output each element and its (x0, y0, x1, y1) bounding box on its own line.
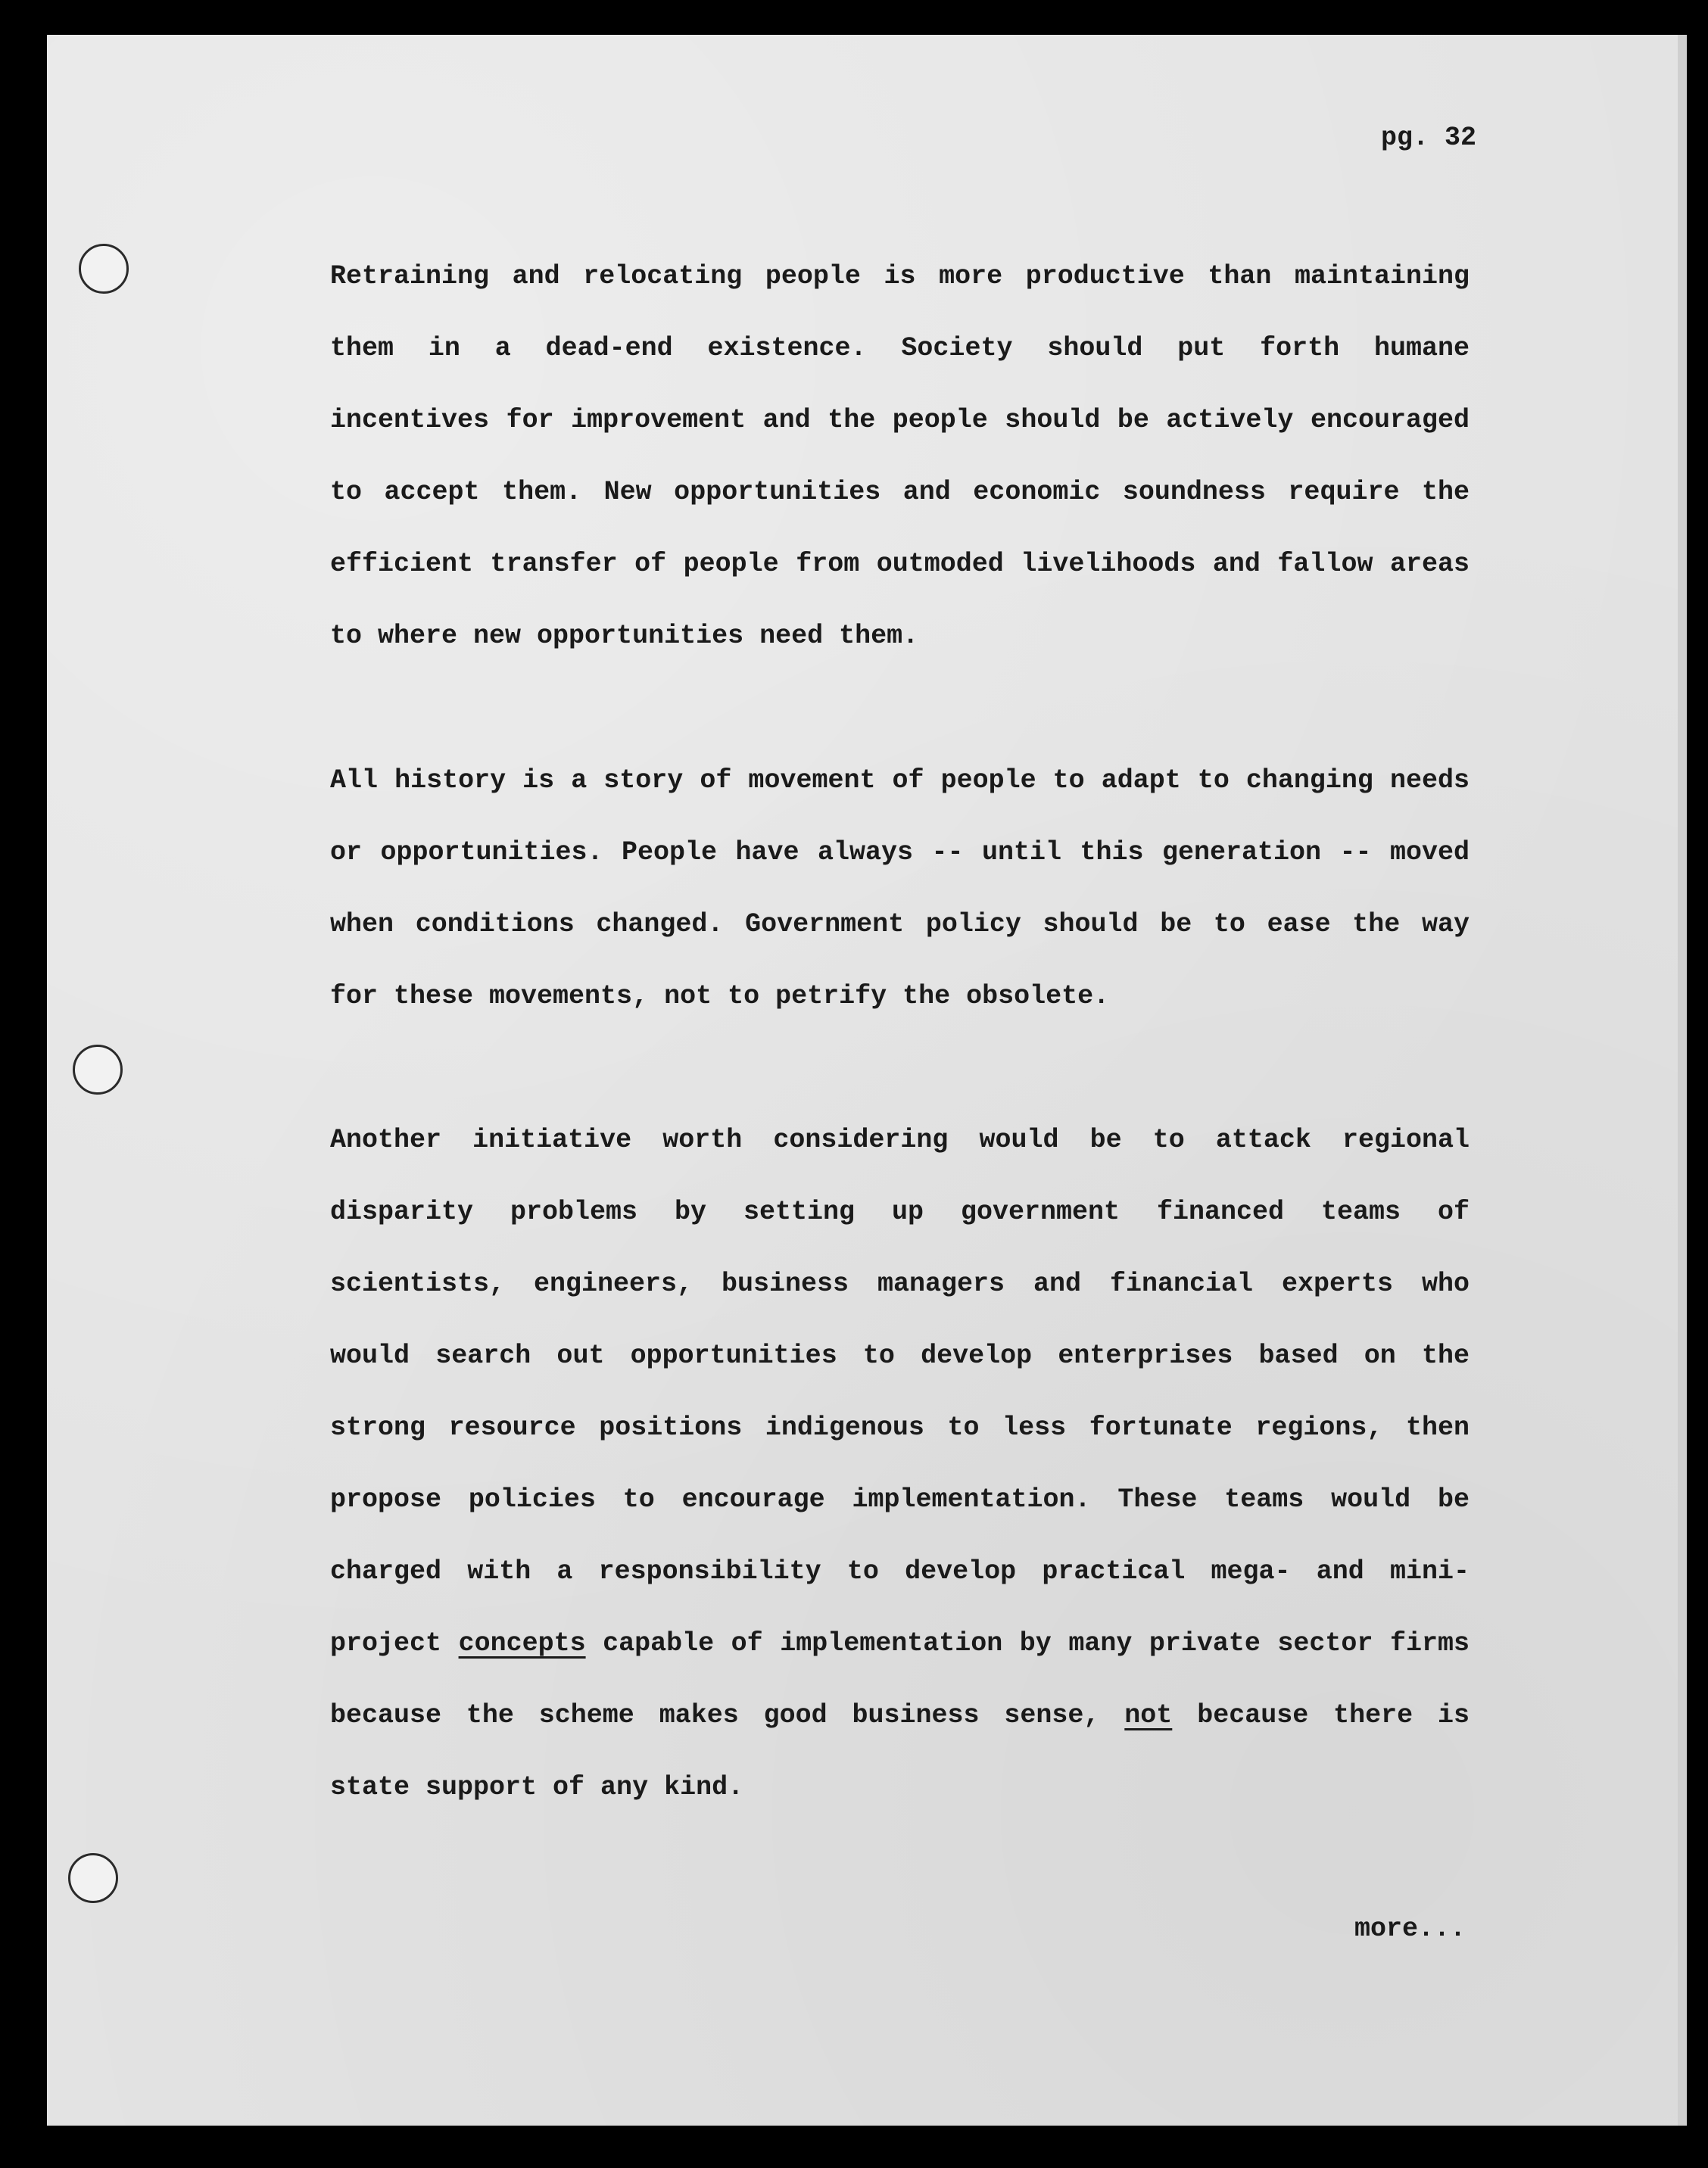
punch-hole-bottom (68, 1853, 118, 1903)
punch-hole-top (79, 244, 129, 294)
continuation-marker: more... (1354, 1914, 1466, 1944)
underlined-word-concepts: concepts (458, 1628, 586, 1659)
underlined-word-not: not (1124, 1700, 1173, 1730)
punch-hole-middle (73, 1045, 123, 1095)
paragraph-initiative-text-1: Another initiative worth considering would be to attack regional disparity problems by setting up government financed teams of scientists, engineers, business managers and financial experts who would search out opportunities to develop enterprises based on the strong resource positions indigenous to less fortunate regions, then propose policies to encourage implementation. These teams would be charged with a responsibility to develop practical mega- and mini-project (330, 1125, 1470, 1659)
paragraph-initiative-text-3: because there is state support of any kind. (330, 1700, 1470, 1802)
paragraph-initiative-text-2: capable of implementation by many private sector firms because the scheme makes good business sense, (330, 1628, 1470, 1730)
page-number: pg. 32 (1380, 123, 1476, 153)
paragraph-history: All history is a story of movement of people to adapt to changing needs or opportunities. People have always -- until this generation -- moved when conditions changed. Government policy should be to ease the way for these movements, not to petrify the obsolete. (330, 765, 1470, 1011)
paper-edge (1678, 35, 1687, 2126)
paragraph-retraining: Retraining and relocating people is more productive than maintaining them in a dead-end existence. Society should put forth humane incentives for improvement and the people should be actively encouraged to accept them. New opportunities and economic soundness require the efficient transfer of people from outmoded livelihoods and fallow areas to where new opportunities need them. (330, 261, 1470, 651)
paragraph-initiative (330, 1104, 1470, 1824)
